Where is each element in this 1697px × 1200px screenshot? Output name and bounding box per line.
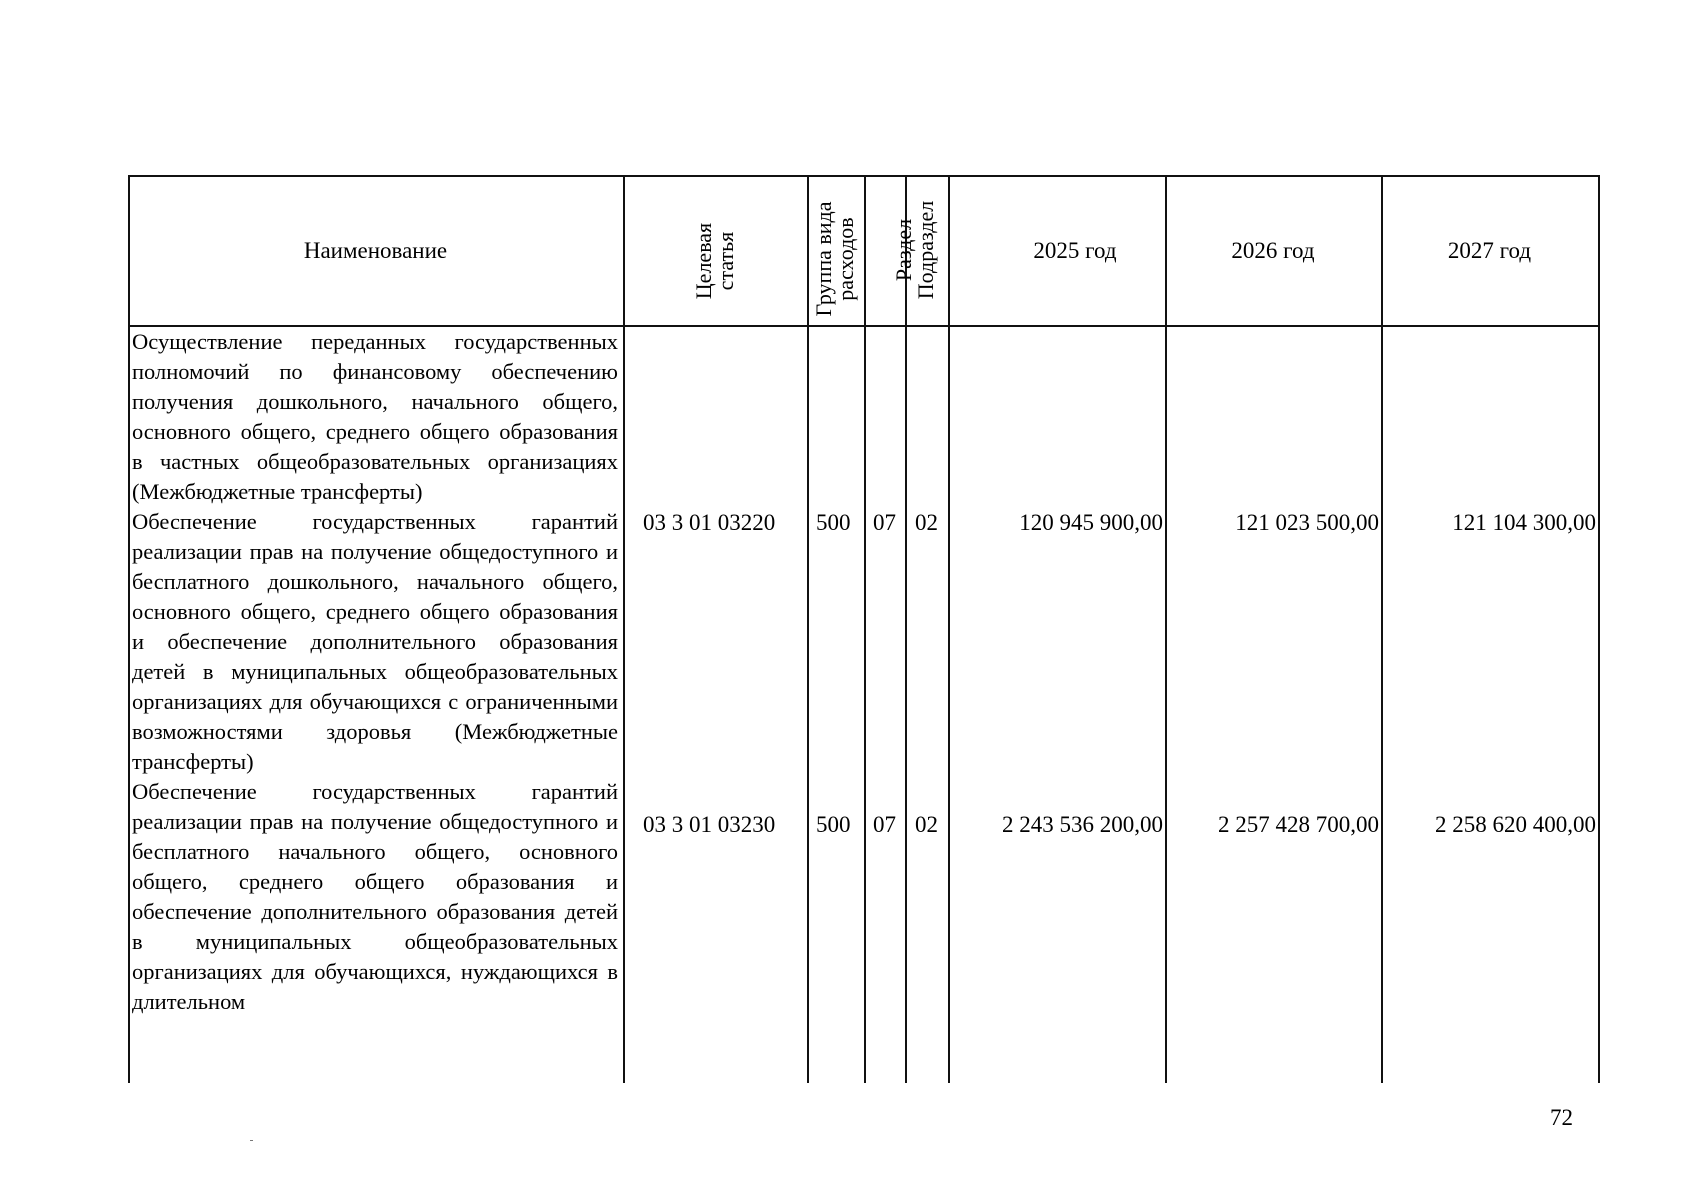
header-2025: 2025 год bbox=[1033, 238, 1117, 263]
col-border-2026 bbox=[1381, 175, 1383, 1083]
col-border-2025 bbox=[1165, 175, 1167, 1083]
col-border-group bbox=[864, 175, 866, 1083]
header-name: Наименование bbox=[303, 238, 448, 263]
row-2-target-item: 03 3 01 03230 bbox=[643, 812, 776, 837]
page-number: 72 bbox=[1550, 1105, 1573, 1130]
header-expense-group: Группа вида расходов bbox=[811, 201, 858, 317]
col-border-subsection bbox=[948, 175, 950, 1083]
col-border-name bbox=[623, 175, 625, 1083]
row-2-subsection: 02 bbox=[915, 812, 938, 837]
row-2-expense-group: 500 bbox=[816, 812, 851, 837]
row-3-name: Обеспечение государственных гарантий реализации прав на получение общедоступного и бесплатного начального общего, основного общего, среднего общего образования и обеспечение дополнительного образования детей в муниципальных общеобразовательных организациях для обучающихся, нуждающихся в длительном bbox=[132, 779, 618, 1014]
row-1-2025: 120 945 900,00 bbox=[1019, 510, 1163, 535]
name-column bbox=[132, 327, 618, 1017]
row-1-subsection: 02 bbox=[915, 510, 938, 535]
row-1-target-item: 03 3 01 03220 bbox=[643, 510, 776, 535]
header-2027: 2027 год bbox=[1447, 238, 1532, 263]
row-2-2026: 2 257 428 700,00 bbox=[1218, 812, 1379, 837]
row-2-2025: 2 243 536 200,00 bbox=[1002, 812, 1163, 837]
col-border-target bbox=[807, 175, 809, 1083]
col-border-left bbox=[128, 175, 130, 1083]
col-border-right bbox=[1598, 175, 1600, 1083]
row-2-section: 07 bbox=[873, 812, 896, 837]
row-1-name: Осуществление переданных государственных полномочий по финансовому обеспечению получения дошкольного, начального общего, основного общего, среднего общего образования в частных общеобразовательных организациях (Межбюджетные трансферты) bbox=[132, 329, 618, 504]
header-2026: 2026 год bbox=[1231, 238, 1315, 263]
row-2-2027: 2 258 620 400,00 bbox=[1435, 812, 1596, 837]
row-1-expense-group: 500 bbox=[816, 510, 851, 535]
header-section: Раздел bbox=[891, 218, 916, 282]
row-1-2026: 121 023 500,00 bbox=[1235, 510, 1379, 535]
header-subsection: Подраздел bbox=[913, 200, 938, 300]
row-1-section: 07 bbox=[873, 510, 896, 535]
row-1-2027: 121 104 300,00 bbox=[1452, 510, 1596, 535]
header-target-item: Целевая статья bbox=[691, 222, 738, 300]
scan-speck bbox=[250, 1140, 253, 1141]
row-2-name: Обеспечение государственных гарантий реализации прав на получение общедоступного и бесплатного дошкольного, начального общего, основного общего, среднего общего образования и обеспечение дополнительного образования детей в муниципальных общеобразовательных организациях для обучающихся с ограниченными возможностями здоровья (Межбюджетные трансферты) bbox=[132, 509, 618, 774]
